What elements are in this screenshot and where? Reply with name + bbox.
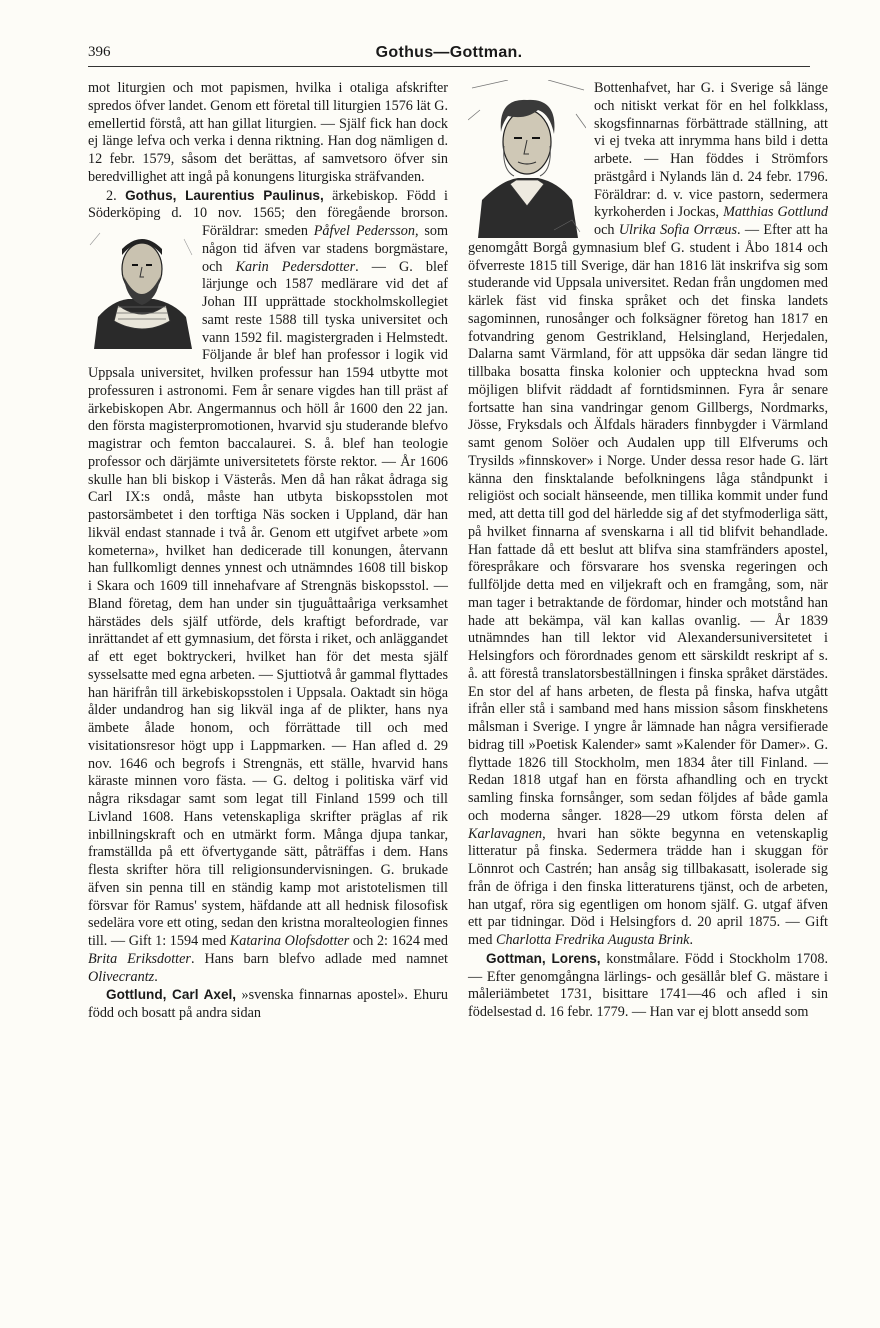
entry-number: 2.	[106, 187, 117, 204]
entry-gottman-lorens: Gottman, Lorens, konstmålare. Född i Stockholm 1708. — Efter genomgångna lärlings- och gesällår blef G. mästare i måleriämbetet 1731, bisittare 1741—46 och afled i sin födelsestad d. 16 febr. 1779. — Han var ej blott ansedd som	[468, 950, 828, 1020]
page-header	[88, 44, 810, 66]
right-column	[468, 80, 828, 1022]
gottlund-continuation: Bottenhafvet, har G. i Sverige så länge och nitiskt verkat för en hel folkklass, skogsfinnarnas förbättrade ställning, att vi ej tveka att inrymma hans bild i detta arbete. — Han föddes i Strömfors prästgård i Nylands län d. 24 febr. 1796. Föräldrar: d. v. vice pastorn, sedermera kyrkoherden i Jockas, Matthias Gottlund och Ulrika Sofia Orræus. — Efter att ha genomgått Borgå gymnasium blef G. student i Åbo 1814 och öfverreste 1815 till Sverige, där han 1816 lät inskrifva sig som studerande vid Uppsala universitet. Redan från ungdomen med kärlek fäst vid finska språket och det finska landets sagominnen, runosånger och folksägner företog han 1817 en fotvandring genom Gestrikland, Helsingland, Herjedalen, Dalarna samt Värmland, för att uppsöka där sedan längre tid tillbaka bosatta finska kolonier och uppteckna hvad som möjligen blifvit räddadt af forntidsminnen. Fyra år senare fortsatte han sina vandringar genom Gillbergs, Nordmarks, Jösse, Fryksdals och Älfdals häraders finnbygder i Värmland samt genom Solöer och Audalen upp till Elfverums och Trysilds »finnskover» i Norge. Under dessa resor hade G. lärt känna den finsktalande befolkningens låga ståndpunkt i religiöst och socialt hänseende, men tillika kommit under fund med, att detta till god del härledde sig af det styfmoderliga sätt, på hvilket finnarna af svenskarna i all tid blifvit behandlade. Han fattade då ett beslut att blifva sina stamfränders apostel, förespråkare och försvarare hos svenska regeringen och fullföljde detta med en viljekraft och en framgång, som, när man tager i betraktande de fördomar, hinder och motstånd han hade att bekämpa, väl kan kallas ovanlig. — År 1839 utnämndes han till lektor vid Alexandersuniversitetet i Helsingfors och förordnades genom ett särskildt reskript af s. å. att förestå translatorsbeställningen i finska språket därstädes. En stor del af hans arbeten, de flesta på finska, hafva utgått ifrån eller stå i samband med hans mission såsom finskhetens målsman i Sverige. I yngre år lämnade han några versifierade bidrag till »Poetisk Kalender» samt »Kalender för Damer». G. flyttade 1826 till Stockholm, men 1834 åter till Finland. — Redan 1818 utgaf han en första afhandling och en tryckt samling finska fornsånger, som sedan följdes af både gamla och moderna sånger. 1828—29 utkom första delen af Karlavagnen, hvari han sökte begynna en vetenskaplig litteratur på finska. Sedermera trädde han i skuggan för Lönnrot och Castrén; han ansåg sig tillbakasatt, isolerade sig från de öfriga i den finska litteraturens tjänst, och de arbeten, han utgaf, röra sig egentligen om honom själf. G. utgaf äfven ett par tidningar. Död i Helsingfors d. 20 april 1875. — Gift med Charlotta Fredrika Augusta Brink.	[468, 80, 828, 948]
entry-gottlund-carl-axel: Gottlund, Carl Axel, »svenska finnarnas apostel». Ehuru född och bosatt på andra sidan	[88, 987, 448, 1021]
portrait-laurentius-paulinus	[88, 225, 196, 349]
page-title: Gothus—Gottman.	[375, 44, 523, 61]
left-column	[88, 80, 448, 1023]
header-rule	[88, 66, 810, 67]
portrait-carl-axel-gottlund	[468, 80, 586, 238]
headword: Gothus, Laurentius Paulinus,	[125, 187, 324, 203]
headword: Gottlund, Carl Axel,	[106, 987, 237, 1003]
headword: Gottman, Lorens,	[486, 950, 601, 966]
entry-gothus-laurentius: 2. Gothus, Laurentius Paulinus, ärkebiskop. Född i Söderköping d. 10 nov. 1565; den föregående brorson. Föräldrar: smeden Påfvel Pedersson, som någon tid äfven var stadens borgmästare, och Karin Pedersdotter. — G. blef lärjunge och 1587 medlärare vid det af Johan III upprättade stockholmskollegiet samt reste 1588 till tyska universitet och vann 1592 fil. magistergraden i Helmstedt. Följande år blef han professor i logik vid Uppsala universitet, hvilken professur han 1594 utbytte mot professuren i astronomi. Fem år senare vigdes han till präst af ärkebiskopen Abr. Angermannus och höll år 1600 den 22 jan. den första magisterpromotionen, hvarvid sju studerande blefvo magistrar och femton baccalaurei. S. å. blef han teologie professor och därjämte universitetets förste rektor. — År 1606 skulle han bli biskop i Västerås. Men då han råkat ådraga sig Carl IX:s ondå, måste han utbyta biskopsstolen mot pastorsämbetet i den torftiga Näs socken i Uppland, där han likväl endast stannade i två år. Genom ett utgifvet arbete »om kometerna», hvilket han dedicerade till konungen, återvann han fullkomligt dennes ynnest och utnämndes 1608 till biskop i Skara och 1609 till innehafvare af Strengnäs biskopsstol. — Bland företag, dem han under sin tjuguåttaåriga verksamhet härstädes dels själf utförde, dels kraftigt befordrade, var inrättandet af ett gymnasium, det första i riket, och anläggandet af ett eget boktryckeri, hvilket han för det mesta själf sysselsatte med egna arbeten. — Sjuttiotvå år gammal flyttades han härifrån till ärkebiskopsstolen i Uppsala. Oaktadt sin höga ålder undandrog han sig likväl inga af de plikter, hans nya ämbete ålade honom, och förrättade till och med visitationsresor högt upp i Lappmarken. — Han afled d. 29 nov. 1646 och begrofs i Strengnäs, ett ställe, hvarvid hans käraste minnen voro fästa. — G. deltog i politiska värf vid några riksdagar samt som legat till Finland 1599 och till Livland 1608. Hans vetenskapliga skrifter präglas af rik inbillningskraft och en utmärkt form. Många djupa tankar, framställda på ett öfvertygande sätt, påträffas i dem. Hans flesta skrifter höra till religionsundervisningen. G. brukade äfven sin penna till en ständig kamp mot aristotelismen till försvar för Ramus' system, häfdande att all hednisk filosofisk sedelära vore ett oting, sedan den kristna moralteologien finnes till. — Gift 1: 1594 med Katarina Olofsdotter och 2: 1624 med Brita Eriksdotter. Hans barn blefvo adlade med namnet Olivecrantz.	[88, 187, 448, 985]
gothus-1-continuation: mot liturgien och mot papismen, hvilka i otaliga afskrifter spredos öfver landet. Genom ett företal till liturgien 1576 lät G. emellertid förstå, att han gillat liturgien. — Själf fick han dock ej länge lefva och verka i denna riktning. Han dog nämligen d. 12 febr. 1579, såsom det berättas, af samvetsoro öfver sin beredvillighet att ingå på konungens liturgiska sträfvanden.	[88, 80, 448, 185]
page-number: 396	[88, 44, 111, 60]
